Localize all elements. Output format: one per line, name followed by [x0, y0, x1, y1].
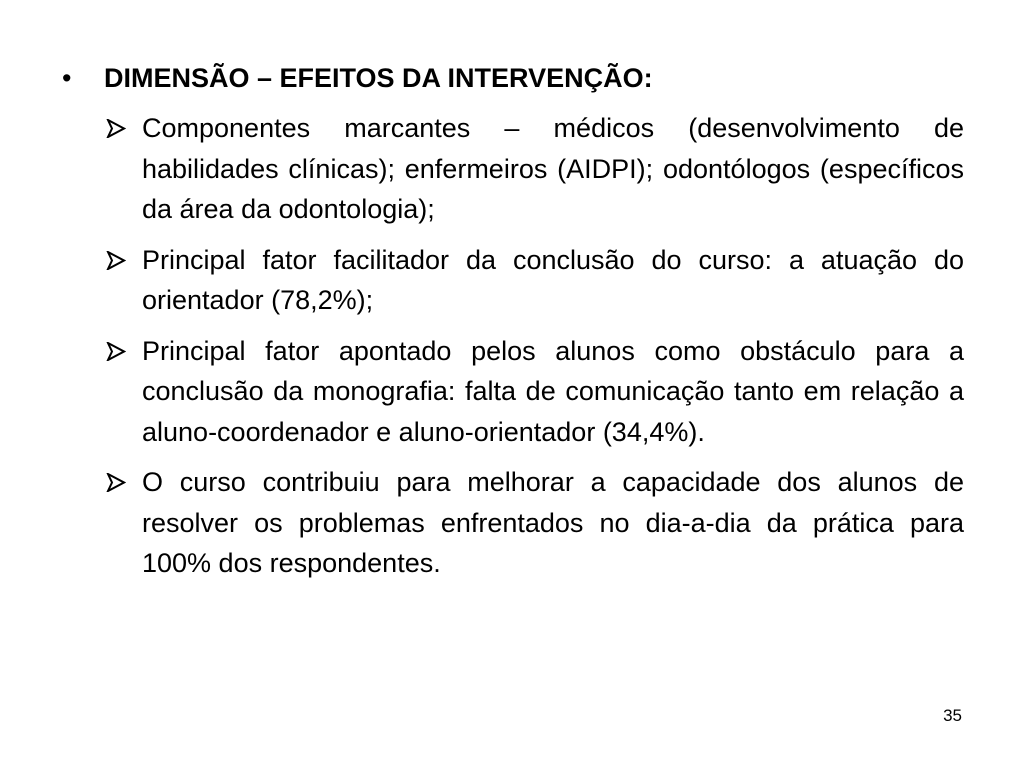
- sub-bullet-list: [104, 108, 964, 594]
- list-item: [104, 108, 964, 230]
- arrow-outline-icon: [104, 462, 142, 503]
- arrow-outline-icon: [104, 240, 142, 281]
- slide-heading: DIMENSÃO – EFEITOS DA INTERVENÇÃO:: [104, 63, 653, 93]
- list-item-text: Principal fator facilitador da conclusão do curso: a atuação do orientador (78,2%);: [142, 244, 964, 315]
- list-item-text: O curso contribuiu para melhorar a capacidade dos alunos de resolver os problemas enfrentados no dia-a-dia da prática para 100% dos respondentes.: [142, 467, 964, 578]
- list-item: [104, 331, 964, 453]
- list-item: [104, 240, 964, 321]
- list-item-text: Principal fator apontado pelos alunos como obstáculo para a conclusão da monografia: falta de comunicação tanto em relação a aluno-coordenador e aluno-orientador (34,4%).: [142, 335, 964, 447]
- arrow-outline-icon: [104, 108, 142, 149]
- list-item: [104, 462, 964, 584]
- arrow-outline-icon: [104, 331, 142, 372]
- list-item-text: Componentes marcantes – médicos (desenvolvimento de habilidades clínicas); enfermeiros (AIDPI); odontólogos (específicos da área da odontologia);: [142, 113, 964, 224]
- page-number: 35: [943, 706, 962, 725]
- heading-row: [62, 58, 962, 98]
- bullet-dot-icon: •: [62, 63, 72, 93]
